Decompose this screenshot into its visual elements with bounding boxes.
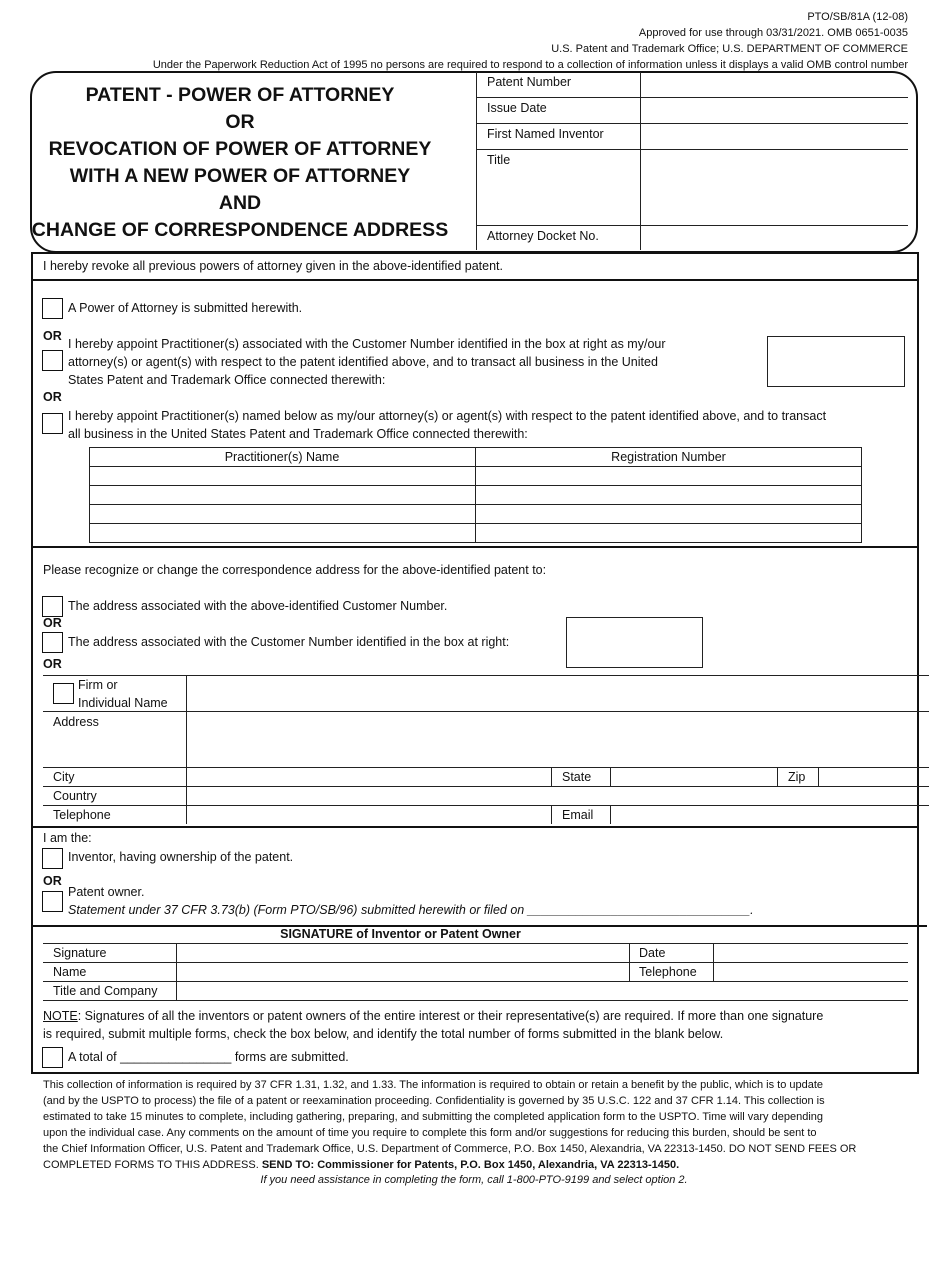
zip-label: Zip xyxy=(788,770,806,784)
named-practitioners-text-2: all business in the United States Patent and Trademark Office connected therewith: xyxy=(68,427,528,441)
signer-telephone-label: Telephone xyxy=(639,965,697,979)
state-input[interactable] xyxy=(612,769,775,785)
footer-do-not-send: COMPLETED FORMS TO THIS ADDRESS. xyxy=(43,1159,262,1171)
practitioner-name-input[interactable] xyxy=(90,467,474,484)
patent-owner-checkbox[interactable] xyxy=(42,891,63,912)
footer-line: (and by the USPTO to process) the file of a patent or reexamination proceeding. Confidentiality is governed by 35 U.S.C. 122 and 37 CFR 1.14. This collection is xyxy=(43,1095,825,1107)
issue-date-field[interactable] xyxy=(642,99,908,121)
statement-text: Statement under 37 CFR 3.73(b) (Form PTO/SB/96) submitted herewith or filed on ________________________________. xyxy=(68,903,754,917)
date-label: Date xyxy=(639,946,666,960)
firm-name-input[interactable] xyxy=(188,677,928,709)
patent-number-label: Patent Number xyxy=(487,75,572,89)
practitioner-name-header: Practitioner(s) Name xyxy=(224,450,340,464)
multiple-forms-checkbox[interactable] xyxy=(42,1047,63,1068)
registration-number-input[interactable] xyxy=(477,505,860,522)
title-line-5: AND xyxy=(218,192,262,214)
firm-label-1: Firm or xyxy=(78,678,118,692)
paperwork-notice: Under the Paperwork Reduction Act of 1995 no persons are required to respond to a collection of information unless it displays a valid OMB control number xyxy=(152,59,908,71)
city-label: City xyxy=(53,770,75,784)
name-label: Name xyxy=(53,965,87,979)
registration-number-input[interactable] xyxy=(477,486,860,503)
customer-poa-text-1: I hereby appoint Practitioner(s) associated with the Customer Number identified in the box at right as my/our xyxy=(68,337,666,351)
attorney-docket-label: Attorney Docket No. xyxy=(487,229,599,243)
note-body: : Signatures of all the inventors or patent owners of the entire interest or their representative(s) are required. If more than one signature xyxy=(77,1009,824,1023)
country-input[interactable] xyxy=(188,788,928,804)
title-company-input[interactable] xyxy=(178,983,907,999)
registration-number-input[interactable] xyxy=(477,524,860,541)
name-input[interactable] xyxy=(178,964,627,980)
firm-label-2: Individual Name xyxy=(78,696,168,710)
date-input[interactable] xyxy=(715,945,907,961)
state-label: State xyxy=(562,770,592,784)
zip-input[interactable] xyxy=(820,769,928,785)
or-label: OR xyxy=(43,329,62,343)
practitioner-name-input[interactable] xyxy=(90,524,474,541)
note-label: NOTE xyxy=(43,1009,78,1023)
footer-line: estimated to take 15 minutes to complete, including gathering, preparing, and submitting the completed application form to the USPTO. Time will vary depending xyxy=(43,1111,824,1123)
address-above-customer-label: The address associated with the above-identified Customer Number. xyxy=(68,599,448,613)
patent-title-field[interactable] xyxy=(642,151,908,223)
footer-line: upon the individual case. Any comments on the amount of time you require to complete this form and/or suggestions for reducing this burden, should be sent to xyxy=(43,1127,817,1139)
practitioner-name-input[interactable] xyxy=(90,486,474,503)
address-above-customer-checkbox[interactable] xyxy=(42,596,63,617)
city-input[interactable] xyxy=(188,769,549,785)
signer-intro: I am the: xyxy=(43,831,92,845)
address-label: Address xyxy=(53,715,99,729)
correspondence-customer-number-box[interactable] xyxy=(566,617,703,668)
registration-number-input[interactable] xyxy=(477,467,860,484)
agency-text: U.S. Patent and Trademark Office; U.S. DEPARTMENT OF COMMERCE xyxy=(551,43,908,55)
attorney-docket-field[interactable] xyxy=(642,227,908,249)
address-new-customer-checkbox[interactable] xyxy=(42,632,63,653)
named-practitioners-text-1: I hereby appoint Practitioner(s) named below as my/our attorney(s) or agent(s) with respect to the patent identified above, and to transact xyxy=(68,409,827,423)
signature-input[interactable] xyxy=(178,945,627,961)
customer-poa-text-3: States Patent and Trademark Office connected therewith: xyxy=(68,373,386,387)
footer-send-to: SEND TO: Commissioner for Patents, P.O. Box 1450, Alexandria, VA 22313-1450. xyxy=(261,1159,680,1171)
signature-label: Signature xyxy=(53,946,107,960)
title-line-2: OR xyxy=(225,111,255,133)
title-line-6: CHANGE OF CORRESPONDENCE ADDRESS xyxy=(31,219,449,241)
address-input[interactable] xyxy=(188,713,928,765)
title-company-label: Title and Company xyxy=(53,984,158,998)
footer-line: This collection of information is required by 37 CFR 1.31, 1.32, and 1.33. The information is required to obtain or retain a benefit by the public, which is to update xyxy=(43,1079,824,1091)
footer-line: the Chief Information Officer, U.S. Patent and Trademark Office, U.S. Department of Commerce, P.O. Box 1450, Alexandria, VA 22313-1450. DO NOT SEND FEES OR xyxy=(43,1143,857,1155)
practitioner-name-input[interactable] xyxy=(90,505,474,522)
issue-date-label: Issue Date xyxy=(487,101,547,115)
help-text: If you need assistance in completing the form, call 1-800-PTO-9199 and select option 2. xyxy=(260,1174,688,1186)
named-practitioners-checkbox[interactable] xyxy=(42,413,63,434)
revoke-statement: I hereby revoke all previous powers of attorney given in the above-identified patent. xyxy=(43,259,503,273)
country-label: Country xyxy=(53,789,97,803)
first-inventor-label: First Named Inventor xyxy=(487,127,604,141)
telephone-input[interactable] xyxy=(188,807,549,823)
approval-text: Approved for use through 03/31/2021. OMB 0651-0035 xyxy=(638,27,908,39)
or-label: OR xyxy=(43,616,62,630)
note-text-2: is required, submit multiple forms, check the box below, and identify the total number of forms submitted in the blank below. xyxy=(43,1027,724,1041)
patent-owner-label: Patent owner. xyxy=(68,885,145,899)
poa-submitted-checkbox[interactable] xyxy=(42,298,63,319)
inventor-checkbox[interactable] xyxy=(42,848,63,869)
patent-title-label: Title xyxy=(487,153,511,167)
title-line-3: REVOCATION OF POWER OF ATTORNEY xyxy=(48,138,432,160)
poa-customer-number-box[interactable] xyxy=(767,336,905,387)
correspondence-intro: Please recognize or change the correspondence address for the above-identified patent to: xyxy=(43,563,547,577)
telephone-label: Telephone xyxy=(53,808,111,822)
customer-number-poa-checkbox[interactable] xyxy=(42,350,63,371)
signature-heading: SIGNATURE of Inventor or Patent Owner xyxy=(280,927,521,941)
first-inventor-field[interactable] xyxy=(642,125,908,147)
note-text-1 xyxy=(43,1009,823,1023)
title-line-1: PATENT - POWER OF ATTORNEY xyxy=(85,84,395,106)
address-new-customer-label: The address associated with the Customer Number identified in the box at right: xyxy=(68,635,510,649)
or-label: OR xyxy=(43,874,62,888)
email-input[interactable] xyxy=(612,807,912,823)
or-label: OR xyxy=(43,657,62,671)
inventor-label: Inventor, having ownership of the patent. xyxy=(68,850,294,864)
or-label: OR xyxy=(43,390,62,404)
firm-checkbox[interactable] xyxy=(53,683,74,704)
total-forms-label: A total of ________________ forms are submitted. xyxy=(68,1050,349,1064)
title-line-4: WITH A NEW POWER OF ATTORNEY xyxy=(69,165,411,187)
customer-poa-text-2: attorney(s) or agent(s) with respect to the patent identified above, and to transact all business in the United xyxy=(68,355,658,369)
signer-telephone-input[interactable] xyxy=(715,964,907,980)
patent-number-field[interactable] xyxy=(642,74,908,96)
footer-line xyxy=(43,1157,679,1173)
registration-number-header: Registration Number xyxy=(611,450,726,464)
email-label: Email xyxy=(562,808,594,822)
form-id: PTO/SB/81A (12-08) xyxy=(807,11,908,23)
poa-submitted-label: A Power of Attorney is submitted herewith. xyxy=(68,301,303,315)
